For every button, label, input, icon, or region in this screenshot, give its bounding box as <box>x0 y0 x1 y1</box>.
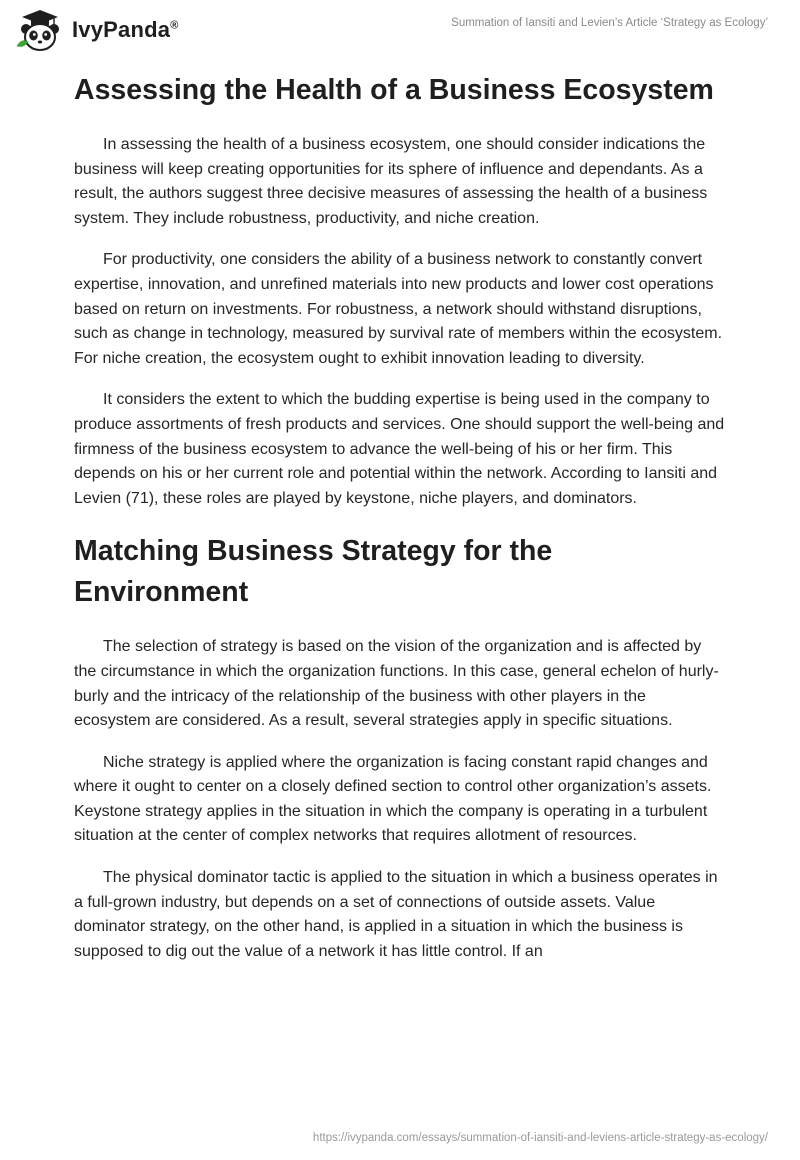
essay-body <box>74 70 726 981</box>
paragraph: It considers the extent to which the budding expertise is being used in the company to produce assortments of fresh products and services. One should support the well-being and firmness of the business ecosystem to advance the well-being of his or her firm. This depends on his or her current role and potential within the network. According to Iansiti and Levien (71), these roles are played by keystone, niche players, and dominators. <box>74 391 725 507</box>
paragraph: In assessing the health of a business ecosystem, one should consider indications the business will keep creating opportunities for its sphere of influence and dependants. As a result, the authors suggest three decisive measures of assessing the health of a business system. They include robustness, productivity, and niche creation. <box>74 136 708 227</box>
brand-logo[interactable] <box>14 8 179 52</box>
registered-mark: ® <box>170 19 179 32</box>
brand-name: IvyPanda® <box>72 17 179 42</box>
section-heading: Assessing the Health of a Business Ecosystem <box>74 74 714 106</box>
paragraph: The selection of strategy is based on the vision of the organization and is affected by the circumstance in which the organization functions. In this case, general echelon of hurly-burly and the intricacy of the relationship of the business with other players in the ecosystem are considered. As a result, several strategies apply in specific situations. <box>74 638 719 730</box>
panda-graduate-icon <box>14 8 66 52</box>
paragraph: The physical dominator tactic is applied to the situation in which a business operates in a full-grown industry, but depends on a set of connections of outside assets. Value dominator strategy, on the other hand, is applied in a situation in which the business is supposed to dig out the value of a network it has little control. If an <box>74 869 718 960</box>
paragraph: Niche strategy is applied where the organization is facing constant rapid changes and where it ought to center on a closely defined section to control other organization’s assets. Keystone strategy applies in the situation in which the company is operating in a turbulent situation at the center of complex networks that requires allotment of resources. <box>74 753 712 845</box>
page-header <box>0 0 800 60</box>
section-heading: Matching Business Strategy for the Environment <box>74 535 553 609</box>
document-title: Summation of Iansiti and Levien’s Article ‘Strategy as Ecology’ <box>451 17 768 29</box>
paragraph: For productivity, one considers the ability of a business network to constantly convert expertise, innovation, and unrefined materials into new products and lower cost operations based on return on investments. For robustness, a network should withstand disruptions, such as change in technology, measured by survival rate of members within the ecosystem. For niche creation, the ecosystem ought to exhibit innovation leading to diversity. <box>74 251 723 367</box>
source-url-link[interactable]: https://ivypanda.com/essays/summation-of-iansiti-and-leviens-article-strategy-as-ecology/ <box>312 1132 768 1144</box>
